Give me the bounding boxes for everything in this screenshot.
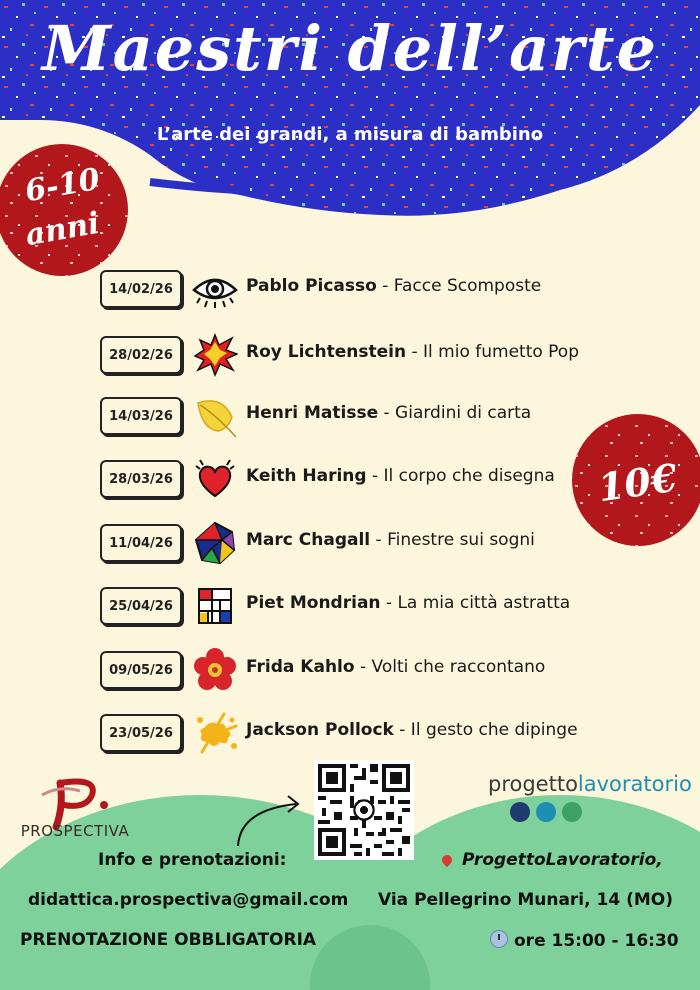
location-pin-icon xyxy=(440,853,454,867)
date-tag: 28/02/26 xyxy=(100,336,182,374)
age-badge xyxy=(0,150,125,275)
price-value: 10€ xyxy=(595,454,680,511)
stained-glass-icon xyxy=(192,520,238,566)
logo-part-progetto: progetto xyxy=(488,772,578,796)
artist-name: Keith Haring xyxy=(246,466,367,486)
age-unit: anni xyxy=(22,205,103,254)
activity-name: - Il gesto che dipinge xyxy=(393,720,578,740)
age-range: 6-10 xyxy=(22,161,103,210)
progettolavoratorio-logo xyxy=(488,772,692,796)
activity-name: - Facce Scomposte xyxy=(376,276,542,296)
location-name xyxy=(442,850,663,870)
qr-code[interactable] xyxy=(314,760,414,860)
list-item xyxy=(100,651,580,689)
logo-part-lavoratorio: lavoratorio xyxy=(577,772,692,796)
lesson-text xyxy=(246,720,578,740)
lesson-text xyxy=(246,657,545,677)
poster-title: Maestri dell’arte xyxy=(41,12,658,85)
location-name-text: ProgettoLavoratorio, xyxy=(462,850,663,870)
date-tag: 11/04/26 xyxy=(100,524,182,562)
lesson-text xyxy=(246,403,531,423)
lesson-text xyxy=(246,466,555,486)
date-tag: 28/03/26 xyxy=(100,460,182,498)
activity-name: - Il mio fumetto Pop xyxy=(406,342,579,362)
contact-email[interactable]: didattica.prospectiva@gmail.com xyxy=(28,890,349,910)
progettolavoratorio-dots-icon xyxy=(508,800,598,824)
booking-required-text: PRENOTAZIONE OBBLIGATORIA xyxy=(20,930,317,950)
artist-name: Pablo Picasso xyxy=(246,276,377,296)
info-label: Info e prenotazioni: xyxy=(98,850,287,870)
list-item xyxy=(100,397,580,435)
lesson-text xyxy=(246,276,541,296)
artist-name: Marc Chagall xyxy=(246,530,371,550)
heart-icon xyxy=(192,456,238,502)
list-item xyxy=(100,270,580,308)
artist-name: Frida Kahlo xyxy=(246,657,355,677)
activity-name: - La mia città astratta xyxy=(380,593,571,613)
list-item xyxy=(100,524,580,562)
hours-text xyxy=(490,930,679,951)
activity-name: - Il corpo che disegna xyxy=(366,466,555,486)
activity-name: - Giardini di carta xyxy=(378,403,532,423)
date-tag: 25/04/26 xyxy=(100,587,182,625)
eye-icon xyxy=(192,266,238,312)
arrow-icon xyxy=(230,790,310,850)
date-tag: 14/03/26 xyxy=(100,397,182,435)
artist-name: Henri Matisse xyxy=(246,403,379,423)
date-tag: 09/05/26 xyxy=(100,651,182,689)
list-item xyxy=(100,714,580,752)
lesson-text xyxy=(246,342,579,362)
activity-name: - Finestre sui sogni xyxy=(370,530,535,550)
flower-icon xyxy=(192,647,238,693)
lesson-text xyxy=(246,530,535,550)
poster-subtitle: L’arte dei grandi, a misura di bambino xyxy=(156,124,544,145)
prospectiva-logo-text: PROSPECTIVA xyxy=(20,822,130,840)
clock-icon xyxy=(490,930,508,948)
hours-value: ore 15:00 - 16:30 xyxy=(514,931,679,951)
price-badge xyxy=(575,410,700,550)
leaf-icon xyxy=(192,393,238,439)
artist-name: Roy Lichtenstein xyxy=(246,342,407,362)
list-item xyxy=(100,336,580,374)
comic-burst-icon xyxy=(192,332,238,378)
mondrian-grid-icon xyxy=(192,583,238,629)
paint-splash-icon xyxy=(192,710,238,756)
lesson-text xyxy=(246,593,570,613)
list-item xyxy=(100,587,580,625)
artist-name: Jackson Pollock xyxy=(246,720,394,740)
activity-name: - Volti che raccontano xyxy=(354,657,546,677)
list-item xyxy=(100,460,580,498)
artist-name: Piet Mondrian xyxy=(246,593,381,613)
date-tag: 14/02/26 xyxy=(100,270,182,308)
date-tag: 23/05/26 xyxy=(100,714,182,752)
address-text: Via Pellegrino Munari, 14 (MO) xyxy=(378,890,673,910)
